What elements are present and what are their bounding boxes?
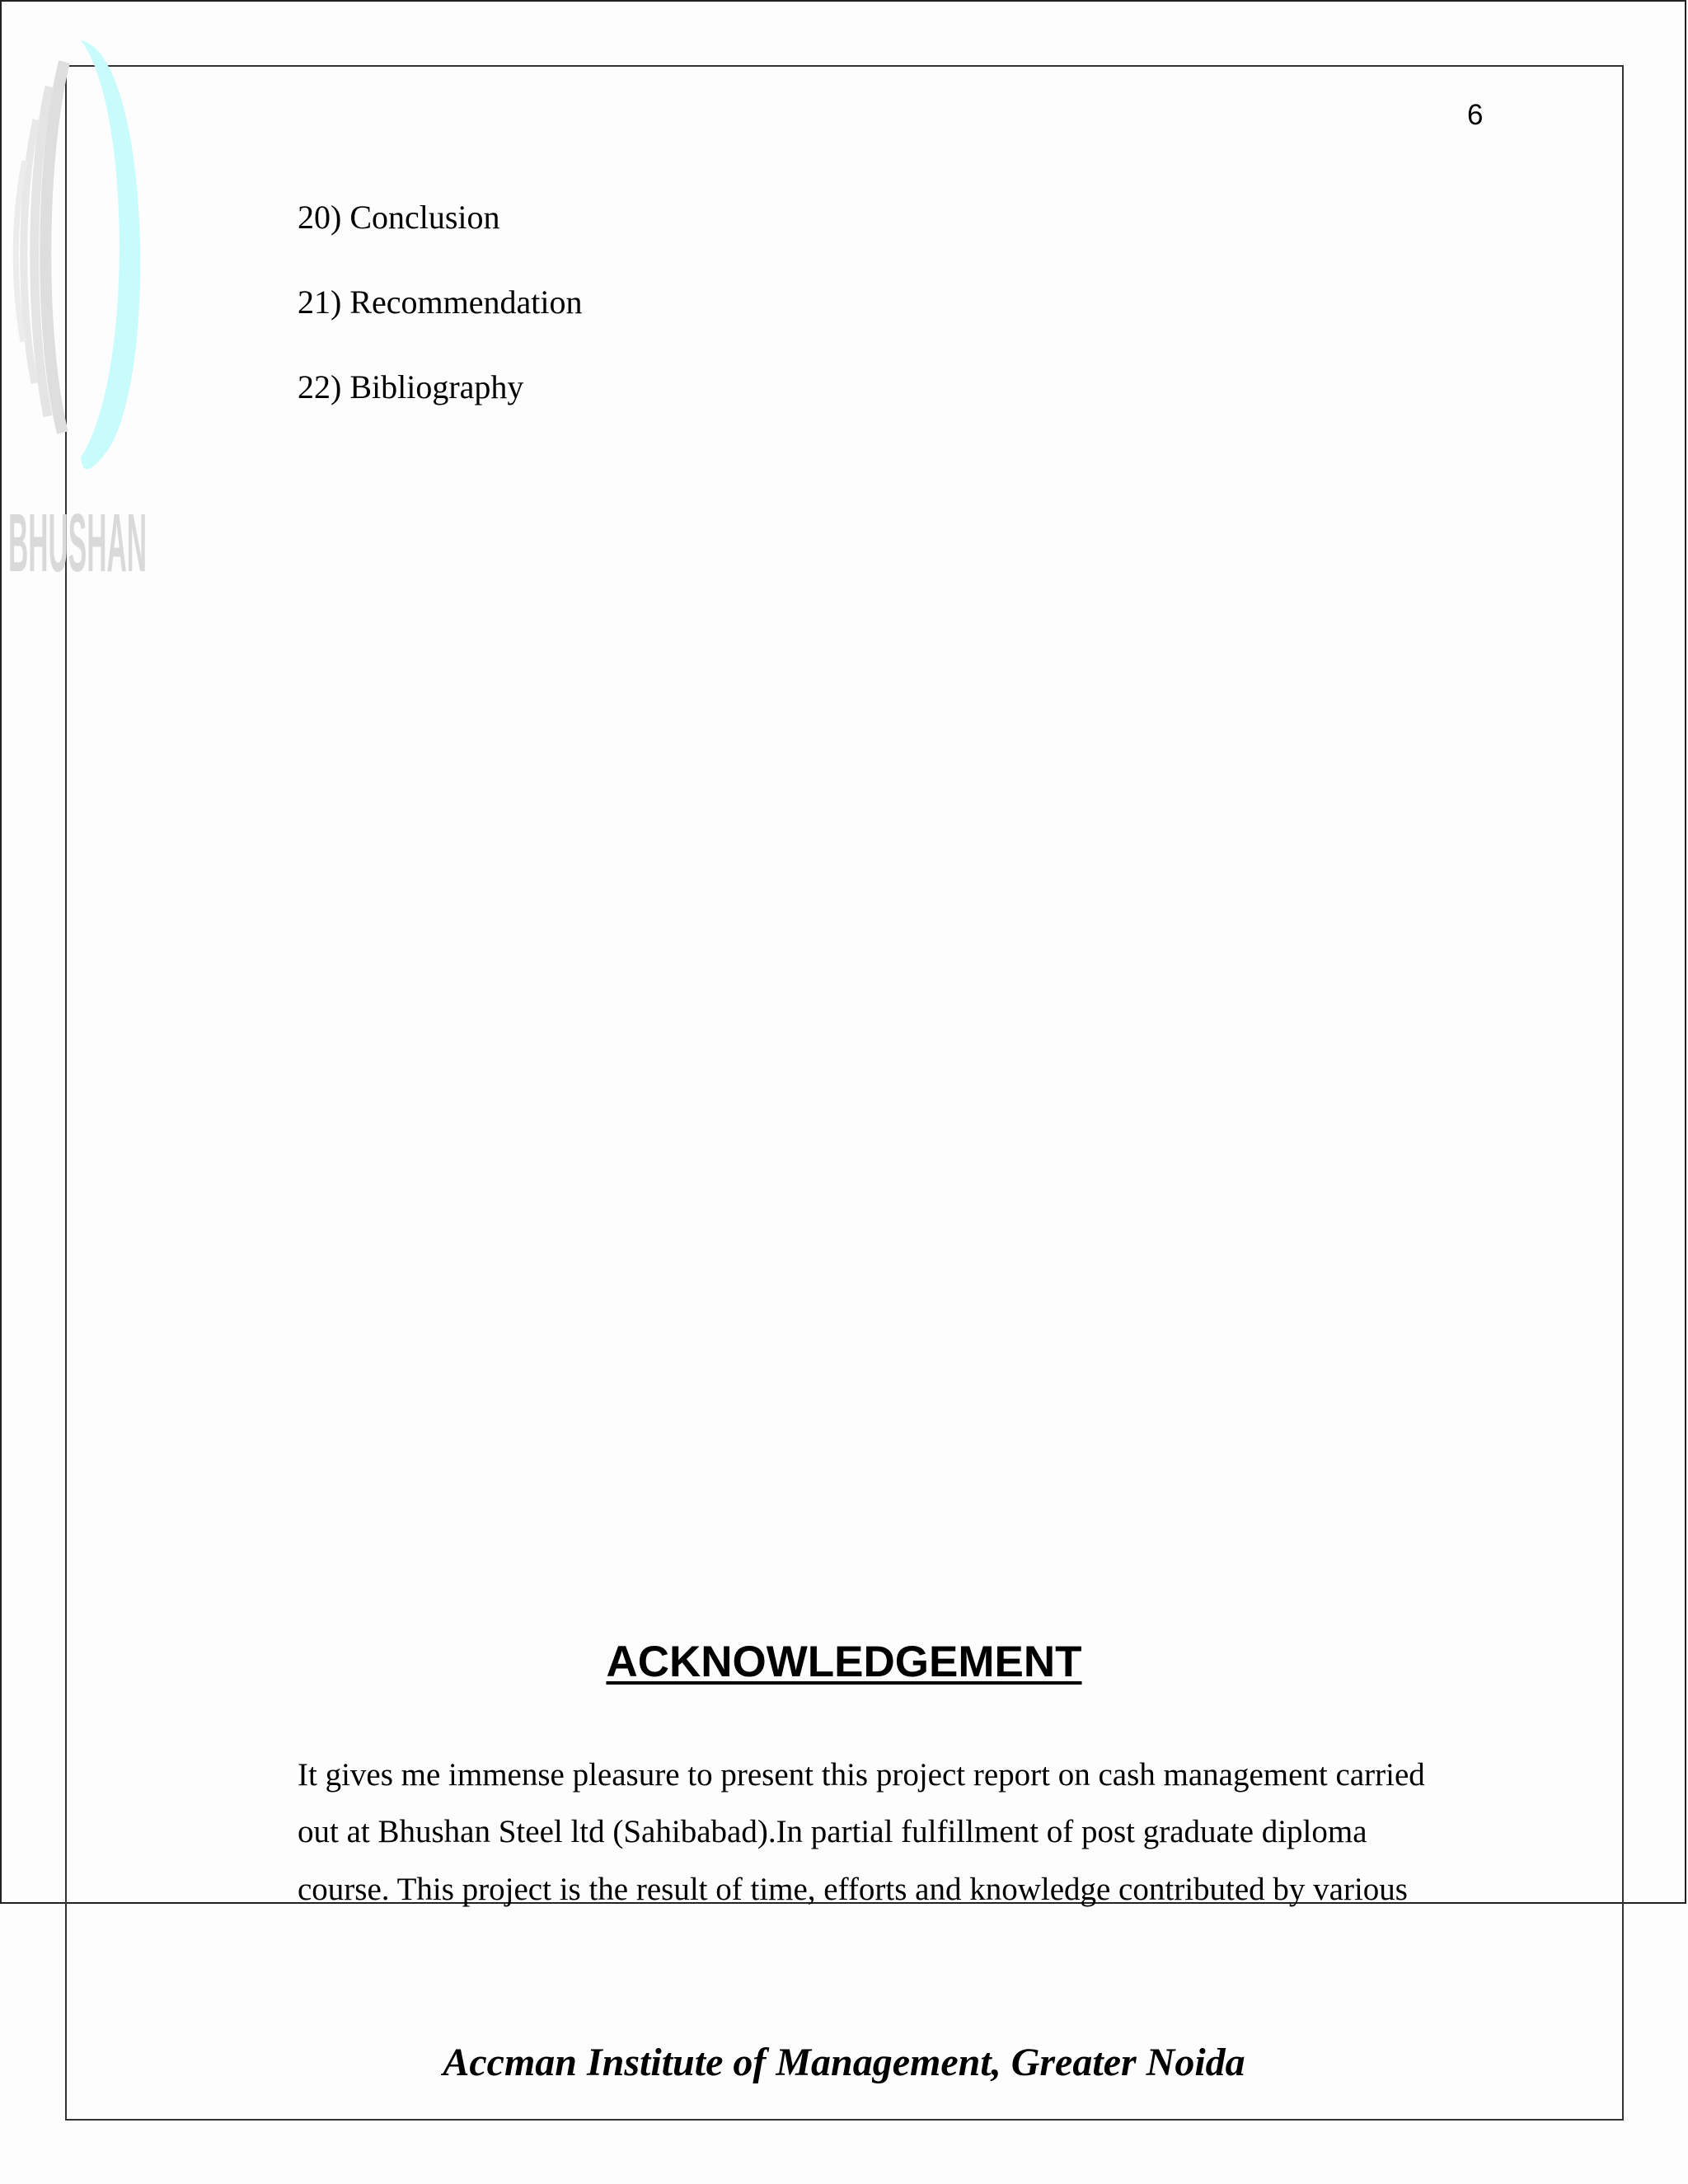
acknowledgement-paragraph-line: It gives me immense pleasure to present this project report on cash management carried [298,1757,1425,1793]
bhushan-logo-watermark [7,37,151,589]
logo-wordmark: BHUSHAN [8,497,147,589]
acknowledgement-paragraph-line: course. This project is the result of time, efforts and knowledge contributed by various [298,1872,1408,1907]
page-number: 6 [1467,99,1484,131]
toc-item-bibliography: 22) Bibliography [298,368,524,405]
acknowledgement-heading: ACKNOWLEDGEMENT [606,1638,1082,1686]
toc-item-conclusion: 20) Conclusion [298,199,500,236]
acknowledgement-paragraph-line: out at Bhushan Steel ltd (Sahibabad).In partial fulfillment of post graduate diploma [298,1814,1367,1849]
logo-swoosh-icon [16,40,140,469]
page-footer: Accman Institute of Management, Greater Noida [443,2041,1245,2084]
toc-item-recommendation: 21) Recommendation [298,284,583,321]
